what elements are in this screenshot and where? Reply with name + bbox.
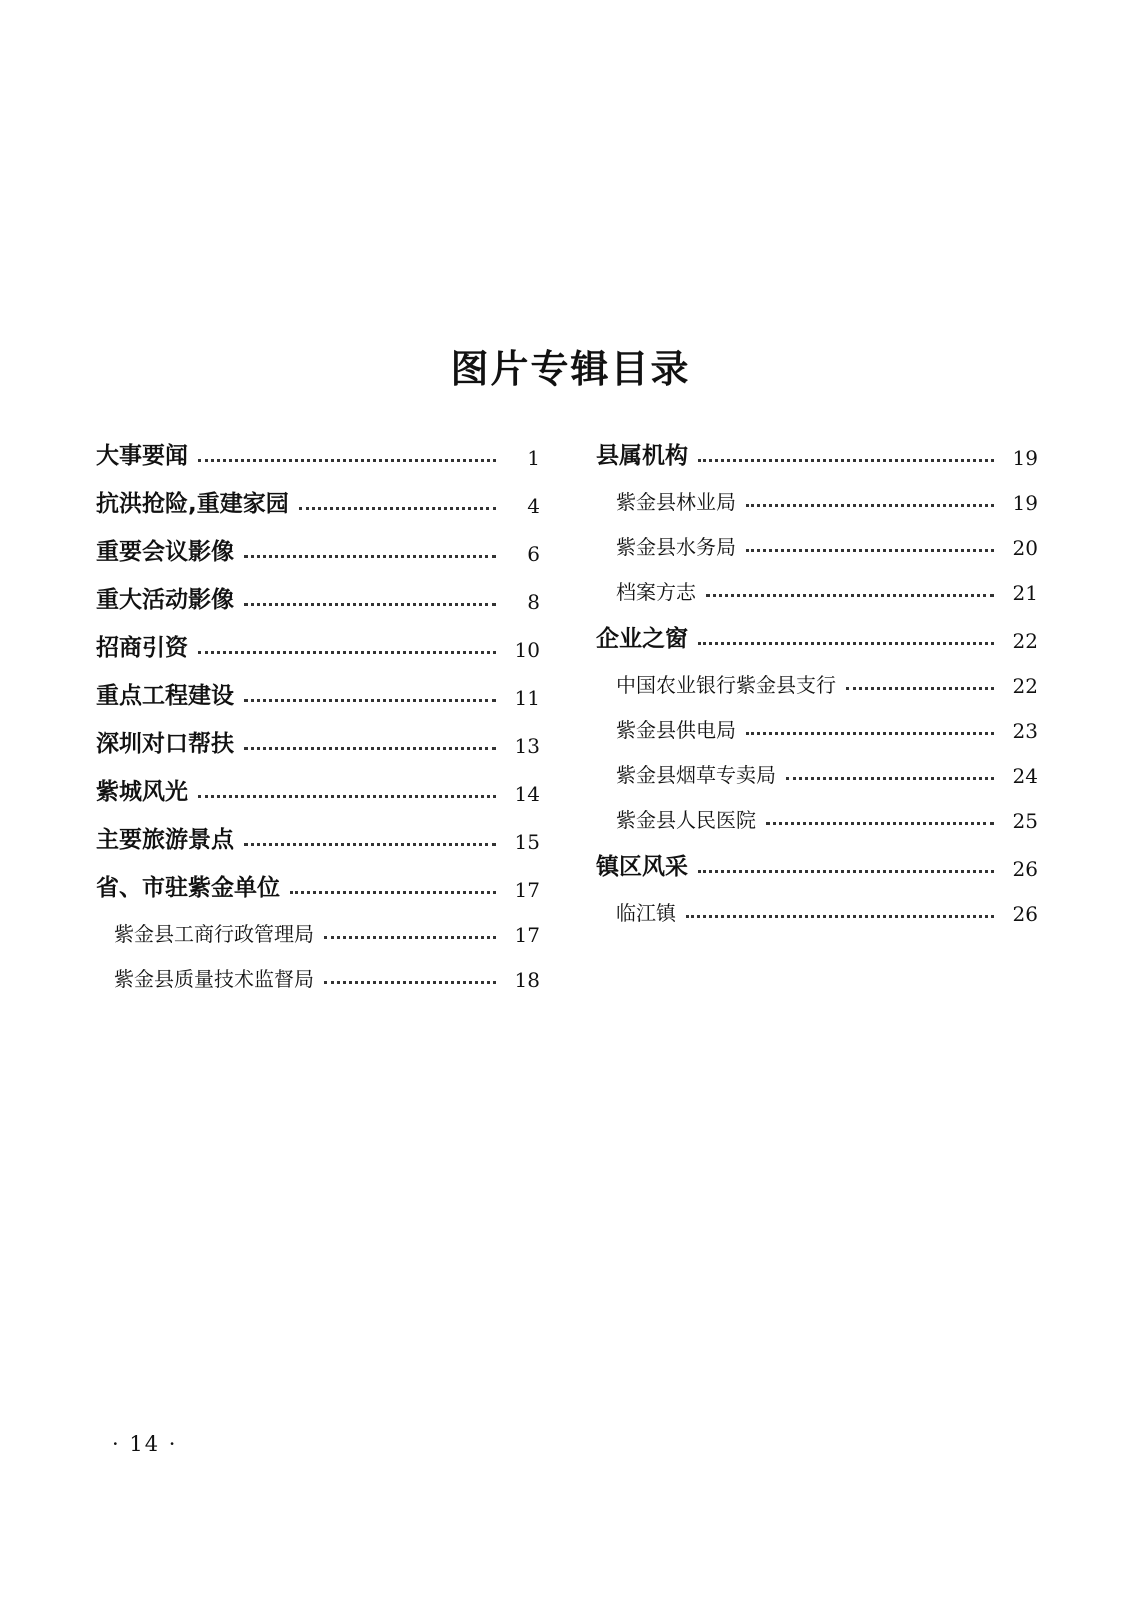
toc-entry[interactable] bbox=[596, 611, 1038, 659]
toc-entry-page: 21 bbox=[1012, 581, 1038, 605]
dot-leader bbox=[198, 459, 496, 462]
toc-entry[interactable] bbox=[96, 428, 540, 476]
toc-entry-label: 大事要闻 bbox=[96, 443, 188, 469]
dot-leader bbox=[846, 687, 994, 690]
toc-entry-label: 重大活动影像 bbox=[96, 587, 234, 613]
toc-entry-page: 8 bbox=[527, 590, 540, 614]
toc-entry-page: 4 bbox=[527, 494, 540, 518]
toc-entry-label: 招商引资 bbox=[96, 635, 188, 661]
toc-entry-label: 紫城风光 bbox=[96, 779, 188, 805]
toc-entry-label: 重点工程建设 bbox=[96, 683, 234, 709]
toc-entry-label: 紫金县质量技术监督局 bbox=[114, 967, 314, 991]
page-title: 图片专辑目录 bbox=[450, 346, 691, 391]
toc-entry-label: 档案方志 bbox=[616, 580, 696, 604]
dot-leader bbox=[746, 504, 994, 507]
toc-entry[interactable] bbox=[96, 812, 540, 860]
dot-leader bbox=[290, 891, 496, 894]
dot-leader bbox=[786, 777, 994, 780]
toc-entry-label: 中国农业银行紫金县支行 bbox=[616, 673, 836, 697]
toc-entry-page: 10 bbox=[514, 638, 540, 662]
page-number: · 14 · bbox=[112, 1432, 178, 1456]
toc-entry[interactable] bbox=[96, 572, 540, 620]
dot-leader bbox=[706, 594, 994, 597]
toc-entry-label: 紫金县人民医院 bbox=[616, 808, 756, 832]
dot-leader bbox=[698, 459, 994, 462]
toc-entry[interactable] bbox=[596, 887, 1038, 932]
toc-entry-page: 20 bbox=[1012, 536, 1038, 560]
toc-entry-page: 6 bbox=[527, 542, 540, 566]
toc-entry-page: 13 bbox=[514, 734, 540, 758]
toc-entry[interactable] bbox=[96, 908, 540, 953]
toc-entry[interactable] bbox=[596, 839, 1038, 887]
toc-entry-label: 紫金县工商行政管理局 bbox=[114, 922, 314, 946]
toc-entry[interactable] bbox=[96, 860, 540, 908]
dot-leader bbox=[746, 549, 994, 552]
toc-entry-label: 主要旅游景点 bbox=[96, 827, 234, 853]
dot-leader bbox=[198, 795, 496, 798]
dot-leader bbox=[244, 747, 496, 750]
toc-entry[interactable] bbox=[96, 668, 540, 716]
toc-entry-page: 18 bbox=[514, 968, 540, 992]
toc-entry[interactable] bbox=[596, 749, 1038, 794]
dot-leader bbox=[299, 507, 496, 510]
toc-entry-label: 临江镇 bbox=[616, 901, 676, 925]
toc-entry-page: 25 bbox=[1012, 809, 1038, 833]
toc-entry[interactable] bbox=[96, 620, 540, 668]
dot-leader bbox=[686, 915, 994, 918]
toc-entry-label: 紫金县水务局 bbox=[616, 535, 736, 559]
toc-entry[interactable] bbox=[596, 659, 1038, 704]
toc-entry-page: 24 bbox=[1012, 764, 1038, 788]
dot-leader bbox=[244, 603, 496, 606]
toc-entry[interactable] bbox=[96, 716, 540, 764]
toc-entry-label: 省、市驻紫金单位 bbox=[96, 875, 280, 901]
dot-leader bbox=[198, 651, 496, 654]
toc-entry[interactable] bbox=[596, 704, 1038, 749]
dot-leader bbox=[244, 843, 496, 846]
toc-entry-page: 17 bbox=[514, 923, 540, 947]
toc-entry-label: 镇区风采 bbox=[596, 854, 688, 880]
dot-leader bbox=[766, 822, 994, 825]
dot-leader bbox=[698, 642, 994, 645]
toc-entry-page: 19 bbox=[1012, 491, 1038, 515]
toc-entry-page: 22 bbox=[1012, 674, 1038, 698]
toc-entry-label: 深圳对口帮扶 bbox=[96, 731, 234, 757]
dot-leader bbox=[698, 870, 994, 873]
toc-entry-page: 14 bbox=[514, 782, 540, 806]
toc-entry-page: 26 bbox=[1012, 902, 1038, 926]
toc-entry-page: 1 bbox=[527, 446, 540, 470]
toc-entry-page: 17 bbox=[514, 878, 540, 902]
dot-leader bbox=[244, 555, 496, 558]
toc-entry[interactable] bbox=[96, 524, 540, 572]
dot-leader bbox=[746, 732, 994, 735]
toc-entry[interactable] bbox=[596, 476, 1038, 521]
toc-entry[interactable] bbox=[596, 428, 1038, 476]
toc-entry-page: 22 bbox=[1012, 629, 1038, 653]
toc-entry-label: 紫金县林业局 bbox=[616, 490, 736, 514]
toc-entry-label: 企业之窗 bbox=[596, 626, 688, 652]
dot-leader bbox=[324, 936, 496, 939]
toc-left-column bbox=[96, 428, 540, 998]
toc-entry[interactable] bbox=[96, 953, 540, 998]
dot-leader bbox=[244, 699, 496, 702]
toc-entry-label: 抗洪抢险,重建家园 bbox=[96, 491, 289, 517]
dot-leader bbox=[324, 981, 496, 984]
toc-entry-label: 县属机构 bbox=[596, 443, 688, 469]
toc-entry-page: 19 bbox=[1012, 446, 1038, 470]
toc-entry-page: 15 bbox=[514, 830, 540, 854]
toc-entry-label: 紫金县供电局 bbox=[616, 718, 736, 742]
toc-entry-page: 23 bbox=[1012, 719, 1038, 743]
toc-entry[interactable] bbox=[596, 566, 1038, 611]
toc-entry[interactable] bbox=[96, 764, 540, 812]
toc-entry[interactable] bbox=[596, 794, 1038, 839]
toc-entry[interactable] bbox=[96, 476, 540, 524]
toc-entry[interactable] bbox=[596, 521, 1038, 566]
toc-right-column bbox=[596, 428, 1038, 932]
toc-entry-page: 11 bbox=[514, 686, 540, 710]
toc-entry-label: 重要会议影像 bbox=[96, 539, 234, 565]
toc-entry-label: 紫金县烟草专卖局 bbox=[616, 763, 776, 787]
toc-entry-page: 26 bbox=[1012, 857, 1038, 881]
